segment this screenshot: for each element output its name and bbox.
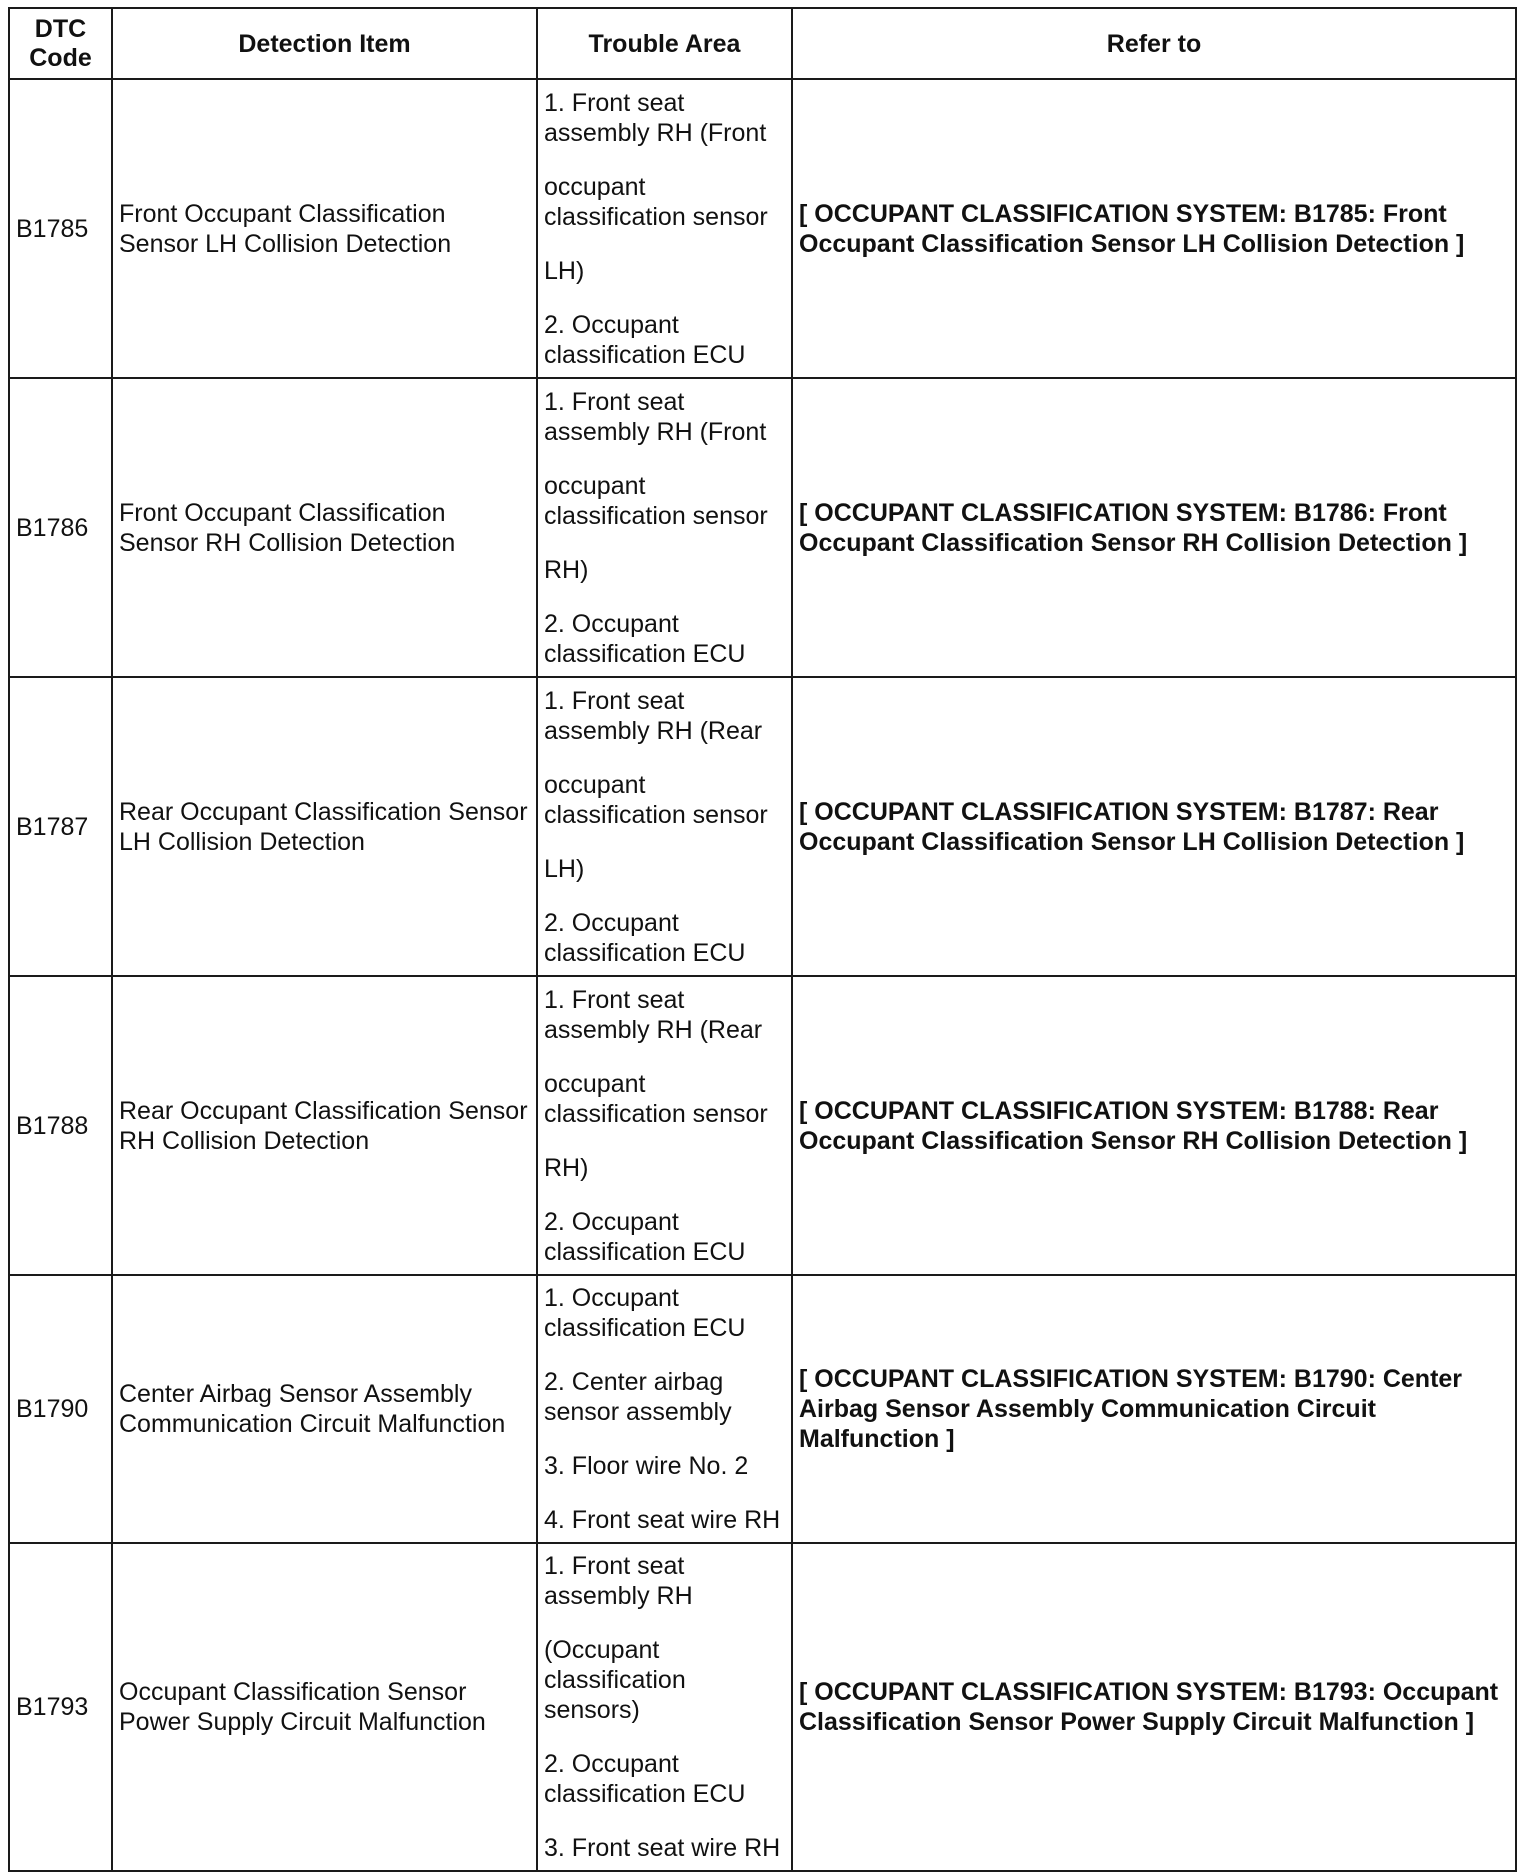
refer-to-line: [ OCCUPANT CLASSIFICATION SYSTEM: B1790: Center [799,1365,1463,1393]
header-trouble-area: Trouble Area [537,8,792,79]
trouble-area-line: occupant [544,172,646,201]
header-code-line: DTC [34,14,87,43]
trouble-area-line: classification ECU [544,1780,746,1808]
refer-to-line: [ OCCUPANT CLASSIFICATION SYSTEM: B1785: Front [799,199,1447,228]
trouble-area-line: classification ECU [544,938,746,967]
detection-item-line: Communication Circuit Malfunction [119,1410,506,1438]
header-detection-item: Detection Item [112,8,537,79]
trouble-area-line: 1. Front seat [544,88,685,117]
detection-item [112,1543,537,1871]
refer-to-line: Malfunction ] [799,1425,955,1453]
trouble-area-line: 2. Occupant [544,1207,679,1236]
trouble-area-line: occupant [544,471,646,500]
trouble-area [537,1543,792,1871]
trouble-area-line: 2. Occupant [544,908,679,937]
trouble-area-line: 1. Front seat [544,387,685,416]
refer-to-link[interactable] [792,1275,1516,1543]
detection-item-line: Power Supply Circuit Malfunction [119,1708,486,1736]
trouble-area-line: LH) [544,854,585,883]
trouble-area-line: classification sensor [544,1099,768,1128]
refer-to-line: Classification Sensor Power Supply Circuit Malfunction ] [799,1708,1475,1736]
dtc-code: B1793 [9,1543,112,1871]
dtc-code: B1785 [9,79,112,378]
trouble-area [537,79,792,378]
refer-to-link[interactable] [792,1543,1516,1871]
header-code-line: Code [29,43,92,72]
table-row [9,677,1516,976]
refer-to-link[interactable] [792,79,1516,378]
refer-to-line: Occupant Classification Sensor RH Collision Detection ] [799,528,1468,557]
refer-to-line: Occupant Classification Sensor LH Collision Detection ] [799,827,1465,856]
detection-item-line: LH Collision Detection [119,827,365,856]
table-row [9,1275,1516,1543]
trouble-area-line: occupant [544,1069,646,1098]
trouble-area-line: classification ECU [544,340,746,369]
refer-to-line: [ OCCUPANT CLASSIFICATION SYSTEM: B1786: Front [799,498,1447,527]
header-dtc-code [9,8,112,79]
trouble-area-line: assembly RH (Rear [544,716,763,745]
refer-to-line: [ OCCUPANT CLASSIFICATION SYSTEM: B1787: Rear [799,797,1439,826]
refer-to-line: [ OCCUPANT CLASSIFICATION SYSTEM: B1788: Rear [799,1096,1439,1125]
dtc-code: B1788 [9,976,112,1275]
refer-to-link[interactable] [792,677,1516,976]
table-row [9,976,1516,1275]
detection-item [112,1275,537,1543]
detection-item-line: Center Airbag Sensor Assembly [119,1380,472,1408]
dtc-code: B1790 [9,1275,112,1543]
trouble-area-line: assembly RH (Front [544,118,767,147]
trouble-area-line: 1. Front seat [544,1552,685,1580]
trouble-area-line: classification sensor [544,202,768,231]
trouble-area-line: classification [544,1666,686,1694]
detection-item-line: Sensor RH Collision Detection [119,528,456,557]
dtc-code: B1787 [9,677,112,976]
detection-item [112,378,537,677]
refer-to-line: Occupant Classification Sensor RH Collision Detection ] [799,1126,1468,1155]
trouble-area-line: 3. Floor wire No. 2 [544,1452,749,1480]
trouble-area-line: classification sensor [544,501,768,530]
trouble-area-line: sensor assembly [544,1398,732,1426]
refer-to-line: [ OCCUPANT CLASSIFICATION SYSTEM: B1793: Occupant [799,1678,1499,1706]
detection-item-line: Rear Occupant Classification Sensor [119,1096,528,1125]
trouble-area-line: classification sensor [544,800,768,829]
detection-item-line: Sensor LH Collision Detection [119,229,452,258]
detection-item-line: Rear Occupant Classification Sensor [119,797,528,826]
trouble-area-line: 1. Front seat [544,985,685,1014]
header-refer-to: Refer to [792,8,1516,79]
trouble-area-line: RH) [544,1153,589,1182]
trouble-area [537,378,792,677]
trouble-area-line: RH) [544,555,589,584]
trouble-area-line: 1. Front seat [544,686,685,715]
detection-item-line: Front Occupant Classification [119,199,446,228]
trouble-area [537,677,792,976]
trouble-area-line: 2. Occupant [544,609,679,638]
detection-item-line: Occupant Classification Sensor [119,1678,467,1706]
trouble-area-line: assembly RH (Rear [544,1015,763,1044]
detection-item-line: Front Occupant Classification [119,498,446,527]
trouble-area-line: sensors) [544,1696,640,1724]
trouble-area-line: 1. Occupant [544,1284,679,1312]
table-row [9,378,1516,677]
detection-item [112,677,537,976]
trouble-area-line: LH) [544,256,585,285]
dtc-code: B1786 [9,378,112,677]
detection-item [112,976,537,1275]
refer-to-line: Occupant Classification Sensor LH Collision Detection ] [799,229,1465,258]
trouble-area-line: classification ECU [544,639,746,668]
trouble-area-line: classification ECU [544,1314,746,1342]
trouble-area-line: 4. Front seat wire RH [544,1506,781,1534]
trouble-area-line: 2. Center airbag [544,1368,724,1396]
table-row [9,79,1516,378]
refer-to-link[interactable] [792,976,1516,1275]
refer-to-line: Airbag Sensor Assembly Communication Circuit [799,1395,1376,1423]
trouble-area-line: classification ECU [544,1237,746,1266]
table-header-row [9,8,1516,79]
trouble-area-line: assembly RH (Front [544,417,767,446]
detection-item [112,79,537,378]
trouble-area-line: occupant [544,770,646,799]
trouble-area-line: 3. Front seat wire RH [544,1834,781,1862]
trouble-area-line: assembly RH [544,1582,693,1610]
table-row [9,1543,1516,1871]
trouble-area-line: 2. Occupant [544,310,679,339]
dtc-table [8,7,1517,1872]
trouble-area [537,976,792,1275]
trouble-area [537,1275,792,1543]
detection-item-line: RH Collision Detection [119,1126,370,1155]
trouble-area-line: (Occupant [544,1636,660,1664]
trouble-area-line: 2. Occupant [544,1750,679,1778]
refer-to-link[interactable] [792,378,1516,677]
